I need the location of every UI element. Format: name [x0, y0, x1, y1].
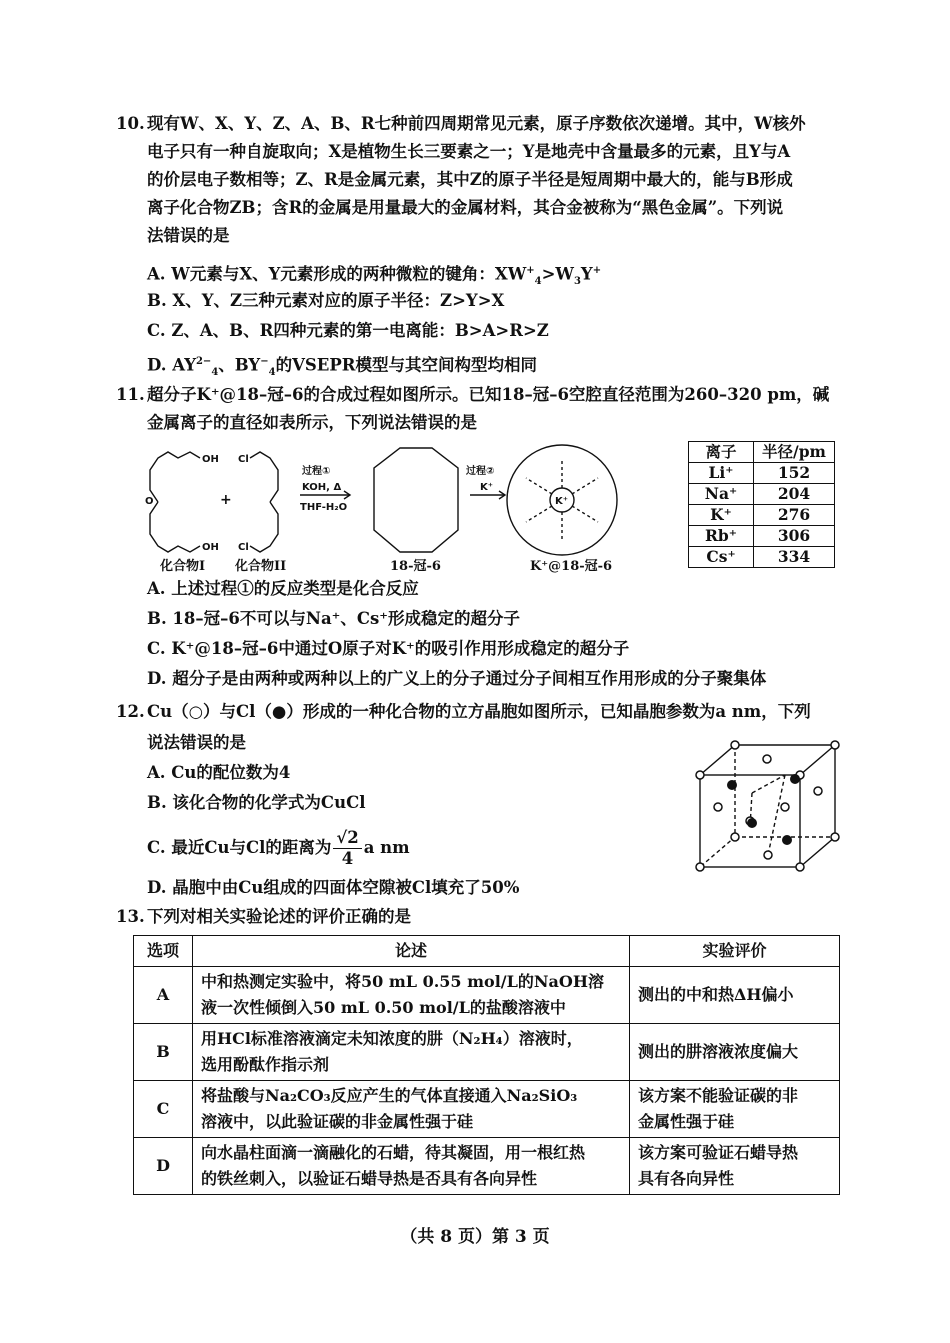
radius-cell: 204 — [754, 484, 835, 505]
q11-option-d: D. 超分子是由两种或两种以上的广义上的分子通过分子间相互作用形成的分子聚集体 — [147, 669, 767, 688]
option-cell: D — [134, 1138, 193, 1195]
evaluation-cell: 该方案不能验证碳的非 金属性强于硅 — [630, 1081, 840, 1138]
radius-cell: 152 — [754, 463, 835, 484]
compound-2-chain-bottom — [250, 502, 278, 552]
q10-option-b: B. X、Y、Z三种元素对应的原子半径：Z>Y>X — [147, 291, 505, 310]
distance-fraction: $\frac{√2}{4}$ — [333, 828, 361, 869]
potassium-ion-label: K⁺ — [555, 496, 569, 507]
ion-header: 离子 — [689, 442, 754, 463]
cl-label-bottom: Cl — [238, 542, 249, 553]
compound-2-chain-top — [250, 452, 278, 502]
ion-cell: Rb⁺ — [689, 526, 754, 547]
crystal-cell-diagram — [690, 735, 850, 875]
eval-header-row — [134, 936, 840, 967]
cl-label-top: Cl — [238, 454, 249, 465]
q10-line-3: 的价层电子数相等；Z、R是金属元素，其中Z的原子半径是短周期中最大的，能与B形成 — [147, 170, 793, 189]
step-1-reagent-2: THF-H₂O — [300, 502, 348, 513]
oh-label-top: OH — [202, 454, 219, 465]
q12-option-c: C. 最近Cu与Cl的距离为 $\frac{√2}{4}$ a nm — [147, 828, 410, 868]
q13-number: 13. — [116, 907, 145, 926]
complex-label: K⁺@18-冠-6 — [530, 559, 613, 574]
compound-1-label: 化合物I — [160, 559, 206, 574]
q10-line-1: 现有W、X、Y、Z、A、B、R七种前四周期常见元素，原子序数依次递增。其中，W核外 — [147, 114, 806, 133]
plus-sign: + — [220, 492, 232, 508]
step-1-label: 过程① — [302, 466, 331, 477]
table-row — [134, 1024, 840, 1081]
q10-option-c: C. Z、A、B、R四种元素的第一电离能：B>A>R>Z — [147, 321, 549, 340]
statement-header: 论述 — [193, 936, 630, 967]
o-label-1: O — [145, 496, 154, 507]
step-2-label: 过程② — [466, 466, 495, 477]
table-row — [134, 967, 840, 1024]
q10-line-4: 离子化合物ZB；含R的金属是用量最大的金属材料，其合金被称为“黑色金属”。下列说 — [147, 198, 784, 217]
q12-option-a: A. Cu的配位数为4 — [147, 763, 291, 782]
table-row — [689, 505, 835, 526]
compound-2-label: 化合物II — [235, 559, 287, 574]
q11-option-c: C. K⁺@18–冠–6中通过O原子对K⁺的吸引作用形成稳定的超分子 — [147, 639, 630, 658]
oh-label-bottom: OH — [202, 542, 219, 553]
radius-cell: 306 — [754, 526, 835, 547]
q12-line-1: Cu（○）与Cl（●）形成的一种化合物的立方晶胞如图所示，已知晶胞参数为a nm，下列 — [147, 702, 811, 721]
q11-line-1: 超分子K⁺@18–冠–6的合成过程如图所示。已知18–冠–6空腔直径范围为260–320 pm，碱 — [147, 385, 830, 404]
experiment-evaluation-table — [133, 935, 840, 1195]
evaluation-cell: 测出的中和热ΔH偏小 — [630, 967, 840, 1024]
table-row — [689, 463, 835, 484]
ion-cell: Na⁺ — [689, 484, 754, 505]
q11-line-2: 金属离子的直径如表所示，下列说法错误的是 — [147, 413, 477, 432]
q12-option-d: D. 晶胞中由Cu组成的四面体空隙被Cl填充了50% — [147, 878, 520, 897]
page-footer: （共 8 页）第 3 页 — [400, 1227, 550, 1247]
q10-number: 10. — [116, 114, 145, 133]
crown-ether-ring — [374, 448, 458, 552]
compound-1-chain-top — [150, 452, 200, 502]
ion-cell: K⁺ — [689, 505, 754, 526]
q11-option-b: B. 18–冠–6不可以与Na⁺、Cs⁺形成稳定的超分子 — [147, 609, 520, 628]
table-row — [689, 484, 835, 505]
q10-line-5: 法错误的是 — [147, 226, 230, 245]
table-row — [689, 547, 835, 568]
option-cell: C — [134, 1081, 193, 1138]
q11-option-a: A. 上述过程①的反应类型是化合反应 — [147, 579, 419, 598]
radius-cell: 334 — [754, 547, 835, 568]
evaluation-cell: 该方案可验证石蜡导热 具有各向异性 — [630, 1138, 840, 1195]
ion-cell: Li⁺ — [689, 463, 754, 484]
q13-title: 下列对相关实验论述的评价正确的是 — [147, 907, 411, 926]
table-row — [134, 1081, 840, 1138]
step-2-reagent: K⁺ — [480, 482, 494, 493]
q10-option-a: A. W元素与X、Y元素形成的两种微粒的键角：$XW^+_4>W_3Y^+$ — [147, 264, 602, 287]
compound-1-chain-bottom — [150, 502, 200, 552]
option-cell: A — [134, 967, 193, 1024]
ion-radius-table — [688, 441, 835, 568]
radius-header: 半径/pm — [754, 442, 835, 463]
q12-option-b: B. 该化合物的化学式为CuCl — [147, 793, 366, 812]
ion-radius-header-row — [689, 442, 835, 463]
statement-cell: 向水晶柱面滴一滴融化的石蜡，待其凝固，用一根红热 的铁丝刺入，以验证石蜡导热是否具有各向异性 — [193, 1138, 630, 1195]
q11-number: 11. — [116, 385, 145, 404]
statement-cell: 中和热测定实验中，将50 mL 0.55 mol/L的NaOH溶 液一次性倾倒入50 mL 0.50 mol/L的盐酸溶液中 — [193, 967, 630, 1024]
q12-number: 12. — [116, 702, 145, 721]
option-header: 选项 — [134, 936, 193, 967]
q10-option-d: D. $AY^{2-}_4$、$BY^-_4$的VSEPR模型与其空间构型均相同 — [147, 355, 537, 378]
crown-ether-synthesis-diagram — [140, 440, 620, 580]
ion-cell: Cs⁺ — [689, 547, 754, 568]
evaluation-cell: 测出的肼溶液浓度偏大 — [630, 1024, 840, 1081]
radius-cell: 276 — [754, 505, 835, 526]
crown-ether-label: 18-冠-6 — [390, 559, 441, 574]
q12-line-2: 说法错误的是 — [147, 733, 246, 752]
statement-cell: 用HCl标准溶液滴定未知浓度的肼（N₂H₄）溶液时， 选用酚酞作指示剂 — [193, 1024, 630, 1081]
step-1-reagent-1: KOH, Δ — [302, 482, 342, 493]
evaluation-header: 实验评价 — [630, 936, 840, 967]
statement-cell: 将盐酸与Na₂CO₃反应产生的气体直接通入Na₂SiO₃ 溶液中，以此验证碳的非金属性强于硅 — [193, 1081, 630, 1138]
table-row — [134, 1138, 840, 1195]
option-cell: B — [134, 1024, 193, 1081]
q10-line-2: 电子只有一种自旋取向；X是植物生长三要素之一；Y是地壳中含量最多的元素，且Y与A — [147, 142, 791, 161]
table-row — [689, 526, 835, 547]
